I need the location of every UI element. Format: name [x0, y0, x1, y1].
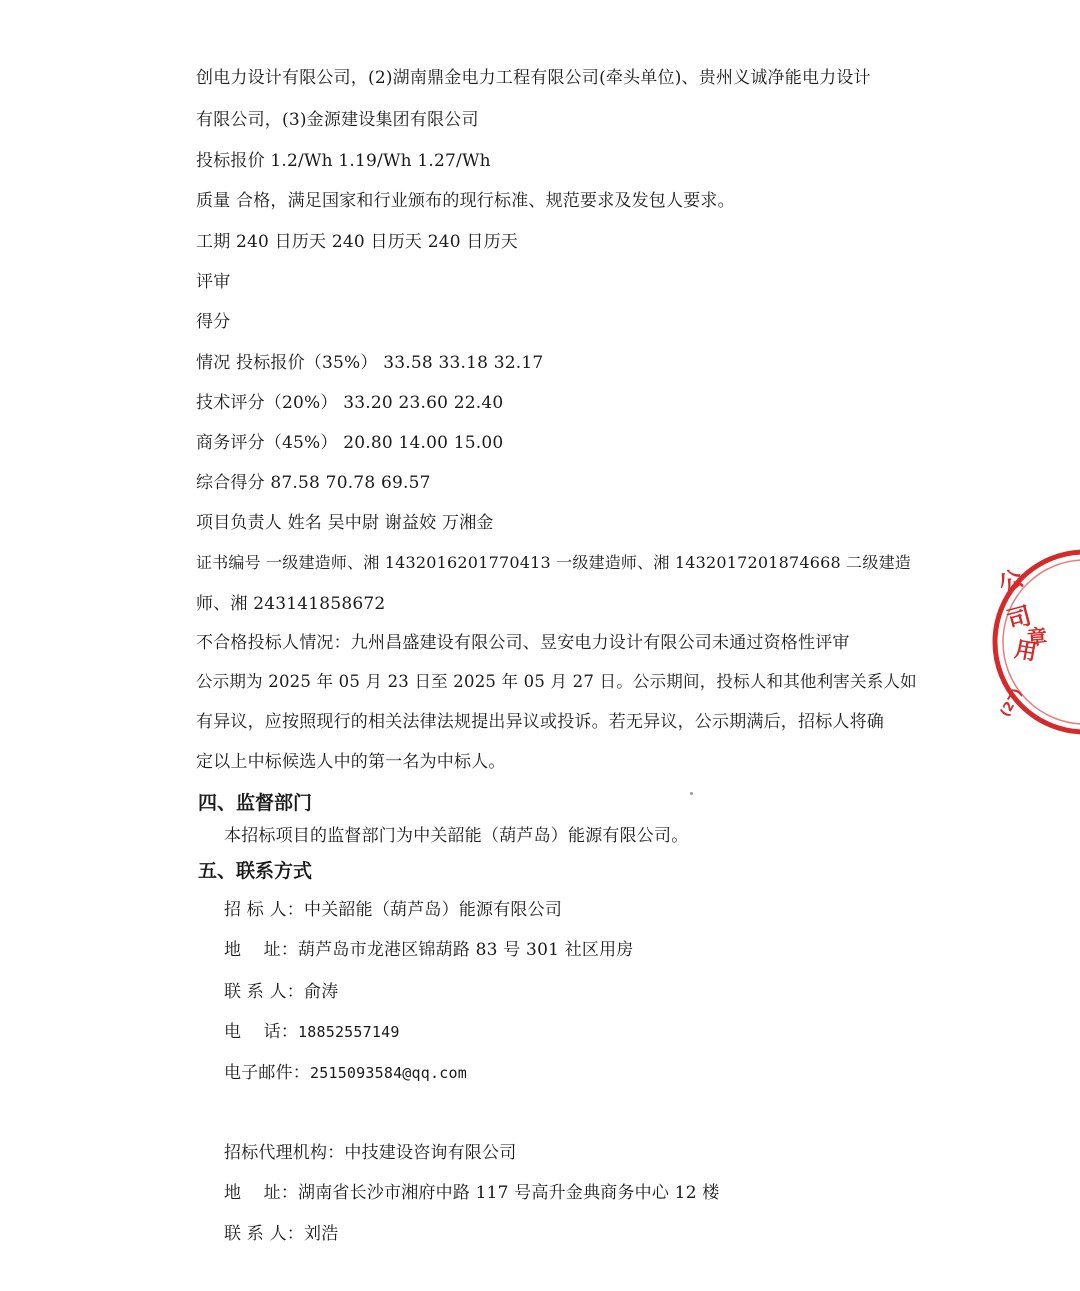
- agency-value: 中技建设咨询有限公司: [344, 1143, 517, 1163]
- agency-contact-row: [224, 1222, 338, 1246]
- score-label: 得分: [196, 312, 231, 332]
- certificate-line-1: 证书编号 一级建造师、湘 1432016201770413 一级建造师、湘 1432017201874668 二级建造: [196, 553, 911, 572]
- text-line-2: 有限公司，(3)金源建设集团有限公司: [196, 110, 479, 130]
- contact-row: [224, 980, 338, 1004]
- tech-score-line: 技术评分（20%） 33.20 23.60 22.40: [196, 393, 504, 413]
- price-score-line: 情况 投标报价（35%） 33.58 33.18 32.17: [196, 353, 544, 373]
- svg-text:公: 公: [993, 563, 1029, 601]
- certificate-line-2: 师、湘 243141858672: [196, 594, 386, 614]
- phone-label: 电 话：: [224, 1022, 299, 1042]
- supervision-body: 本招标项目的监督部门为中关韶能（葫芦岛）能源有限公司。: [224, 826, 689, 846]
- agency-label: 招标代理机构：: [224, 1143, 345, 1163]
- agency-address-row: [224, 1181, 720, 1205]
- bid-price-line: 投标报价 1.2/Wh 1.19/Wh 1.27/Wh: [196, 151, 491, 171]
- text-line-1: 创电力设计有限公司，(2)湖南鼎金电力工程有限公司(牵头单位)、贵州义诚净能电力设计: [196, 68, 871, 88]
- company-seal: [985, 540, 1080, 745]
- notice-period-line-2: 有异议，应按照现行的相关法律法规提出异议或投诉。若无异议，公示期满后，招标人将确: [196, 712, 884, 732]
- phone-value: 18852557149: [298, 1023, 400, 1041]
- unqualified-bidders-line: 不合格投标人情况：九州昌盛建设有限公司、昱安电力设计有限公司未通过资格性评审: [196, 633, 850, 653]
- svg-text:用: 用: [1012, 637, 1039, 666]
- contact-value: 俞涛: [304, 982, 339, 1002]
- tenderer-row: [224, 898, 562, 922]
- address-label: 地 址：: [224, 940, 299, 960]
- svg-text:司: 司: [1003, 601, 1035, 635]
- svg-text:(27): (27): [997, 686, 1026, 720]
- notice-period-line-1: 公示期为 2025 年 05 月 23 日至 2025 年 05 月 27 日。公示期间，投标人和其他利害关系人如: [196, 672, 917, 691]
- agency-contact-label: 联 系 人：: [224, 1224, 305, 1244]
- phone-row: [224, 1020, 400, 1044]
- total-score-line: 综合得分 87.58 70.78 69.57: [196, 473, 431, 493]
- quality-line: 质量 合格，满足国家和行业颁布的现行标准、规范要求及发包人要求。: [196, 191, 735, 211]
- email-label: 电子邮件：: [224, 1063, 310, 1083]
- scan-speck: [690, 792, 693, 795]
- tenderer-value: 中关韶能（葫芦岛）能源有限公司: [304, 900, 563, 920]
- email-row: [224, 1061, 467, 1085]
- seal-graphic: [985, 540, 1080, 745]
- review-label: 评审: [196, 272, 231, 292]
- agency-row: [224, 1141, 516, 1165]
- email-value: 2515093584@qq.com: [310, 1064, 467, 1082]
- notice-period-line-3: 定以上中标候选人中的第一名为中标人。: [196, 752, 506, 772]
- project-lead-line: 项目负责人 姓名 吴中尉 谢益姣 万湘金: [196, 513, 494, 533]
- address-row: [224, 938, 634, 962]
- agency-address-value: 湖南省长沙市湘府中路 117 号高升金典商务中心 12 楼: [298, 1183, 720, 1203]
- section-4-heading: 四、监督部门: [198, 792, 313, 814]
- address-value: 葫芦岛市龙港区锦葫路 83 号 301 社区用房: [298, 940, 634, 960]
- duration-line: 工期 240 日历天 240 日历天 240 日历天: [196, 232, 518, 252]
- section-5-heading: 五、联系方式: [198, 860, 313, 882]
- svg-text:章: 章: [1026, 624, 1049, 650]
- contact-label: 联 系 人：: [224, 982, 305, 1002]
- tenderer-label: 招 标 人：: [224, 900, 305, 920]
- business-score-line: 商务评分（45%） 20.80 14.00 15.00: [196, 433, 504, 453]
- agency-contact-value: 刘浩: [304, 1224, 339, 1244]
- agency-address-label: 地 址：: [224, 1183, 299, 1203]
